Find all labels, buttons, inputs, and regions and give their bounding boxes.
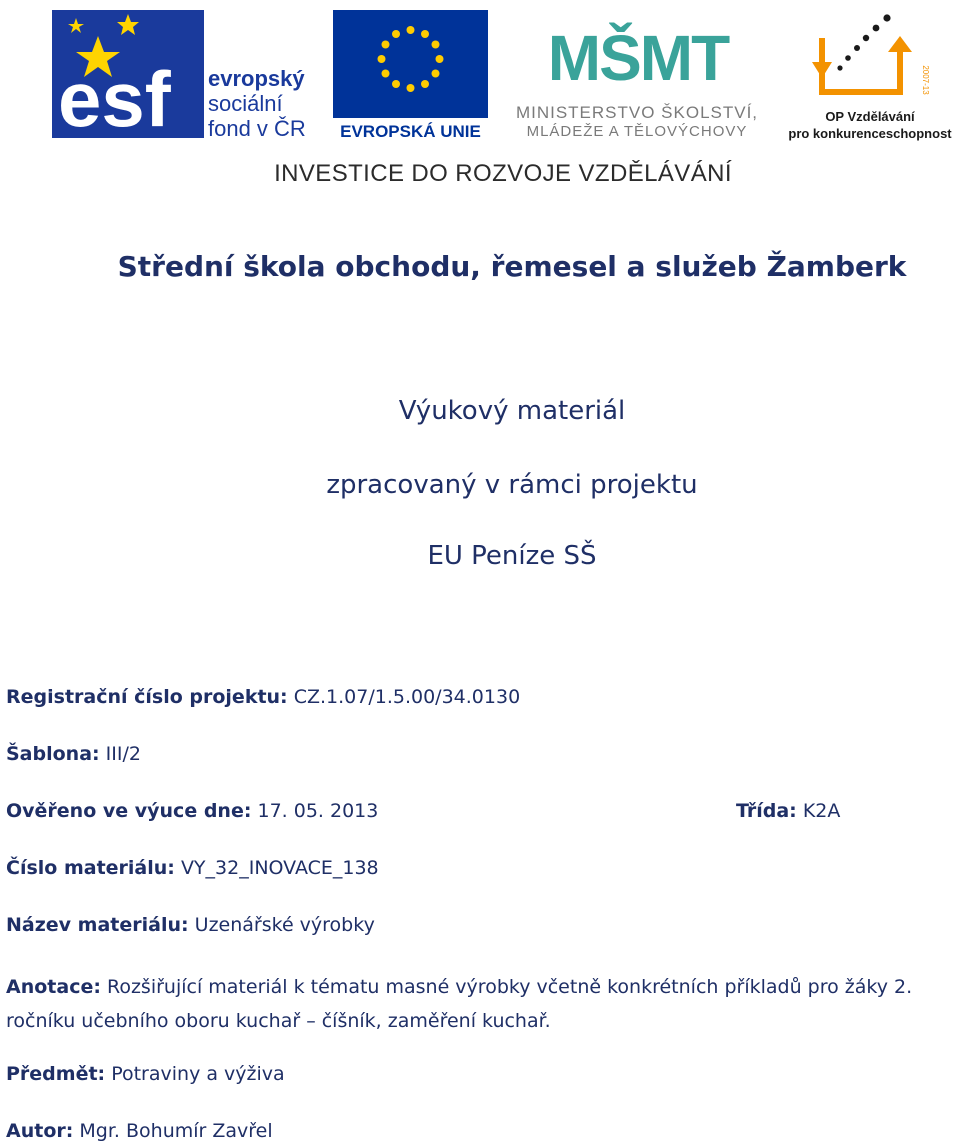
annotation-value: Rozšiřující materiál k tématu masné výrobky včetně konkrétních příkladů pro žáky 2. ročníku učebního oboru kuchař – číšník, zaměření kuchař. xyxy=(6,976,913,1032)
material-name-value: Uzenářské výrobky xyxy=(194,914,375,936)
verified-value: 17. 05. 2013 xyxy=(257,800,379,822)
intro-line-1: Výukový materiál xyxy=(398,396,626,426)
material-number-label: Číslo materiálu: xyxy=(6,857,175,879)
op-years: 2007-13 xyxy=(921,65,930,95)
eu-flag-logo xyxy=(333,10,488,141)
subject-field xyxy=(6,1063,285,1085)
registration-field xyxy=(6,686,520,708)
op-dots-icon xyxy=(837,14,890,70)
template-field xyxy=(6,743,141,765)
esf-line1: evropský xyxy=(208,66,305,91)
registration-label: Registrační číslo projektu: xyxy=(6,686,288,708)
tagline: INVESTICE DO ROZVOJE VZDĚLÁVÁNÍ xyxy=(274,160,732,187)
material-name-field xyxy=(6,914,375,936)
author-value: Mgr. Bohumír Zavřel xyxy=(79,1120,273,1142)
material-name-label: Název materiálu: xyxy=(6,914,189,936)
annotation-field xyxy=(6,970,956,1038)
eu-caption: EVROPSKÁ UNIE xyxy=(340,122,481,141)
template-value: III/2 xyxy=(105,743,141,765)
msmt-logo xyxy=(516,21,758,140)
material-number-field xyxy=(6,857,379,879)
class-field xyxy=(736,800,840,822)
op-vk-logo xyxy=(788,14,952,141)
author-field xyxy=(6,1120,273,1142)
class-label: Třída: xyxy=(736,800,797,822)
msmt-mark: MŠMT xyxy=(547,22,729,94)
esf-mark: esf xyxy=(58,55,171,143)
author-label: Autor: xyxy=(6,1120,74,1142)
esf-line3: fond v ČR xyxy=(208,116,306,141)
msmt-line2: MLÁDEŽE A TĚLOVÝCHOVY xyxy=(526,123,748,140)
intro-line-2: zpracovaný v rámci projektu xyxy=(326,470,698,500)
class-value: K2A xyxy=(802,800,841,822)
subject-label: Předmět: xyxy=(6,1063,106,1085)
op-line2: pro konkurenceschopnost xyxy=(788,126,952,141)
esf-logo xyxy=(52,10,306,143)
esf-line2: sociální xyxy=(208,91,283,116)
subject-value: Potraviny a výživa xyxy=(111,1063,285,1085)
op-line1: OP Vzdělávání xyxy=(825,109,915,124)
verified-label: Ověřeno ve výuce dne: xyxy=(6,800,252,822)
registration-value: CZ.1.07/1.5.00/34.0130 xyxy=(293,686,521,708)
annotation-label: Anotace: xyxy=(6,976,101,998)
template-label: Šablona: xyxy=(6,743,100,765)
verified-field xyxy=(6,800,378,822)
msmt-line1: MINISTERSTVO ŠKOLSTVÍ, xyxy=(515,103,759,122)
school-title: Střední škola obchodu, řemesel a služeb Žamberk xyxy=(117,250,907,283)
intro-line-3: EU Peníze SŠ xyxy=(427,541,597,571)
material-number-value: VY_32_INOVACE_138 xyxy=(180,857,379,879)
